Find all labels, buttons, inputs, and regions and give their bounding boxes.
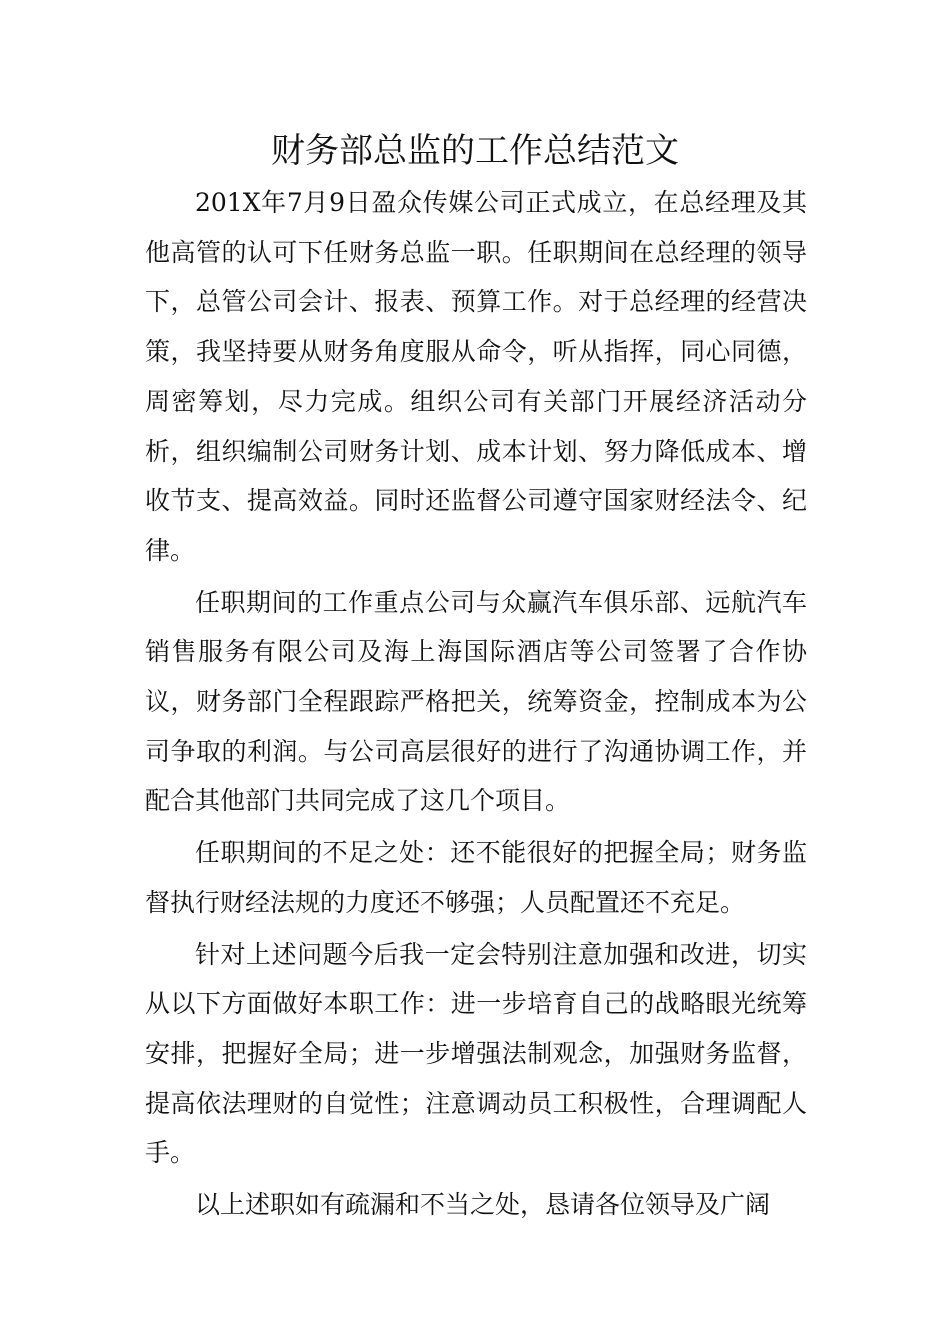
paragraph: 以上述职如有疏漏和不当之处，恳请各位领导及广阔 <box>195 1190 771 1220</box>
paragraph: 任职期间的不足之处：还不能很好的把握全局；财务监督执行财经法规的力度还不够强；人员配置还不充足。 <box>145 838 807 917</box>
document-body <box>145 178 807 1230</box>
paragraph: 任职期间的工作重点公司与众赢汽车俱乐部、远航汽车销售服务有限公司及海上海国际酒店等公司签署了合作协议，财务部门全程跟踪严格把关，统筹资金，控制成本为公司争取的利润。与公司高层很好的进行了沟通协调工作，并配合其他部门共同完成了这几个项目。 <box>145 587 807 816</box>
document-title: 财务部总监的工作总结范文 <box>271 131 679 171</box>
paragraph: 201X年7月9日盈众传媒公司正式成立，在总经理及其他高管的认可下任财务总监一职。任职期间在总经理的领导下，总管公司会计、报表、预算工作。对于总经理的经营决策，我坚持要从财务角度服从命令，听从指挥，同心同德，周密筹划，尽力完成。组织公司有关部门开展经济活动分析，组织编制公司财务计划、成本计划、努力降低成本、增收节支、提高效益。同时还监督公司遵守国家财经法令、纪律。 <box>145 188 807 565</box>
paragraph: 针对上述问题今后我一定会特别注意加强和改进，切实从以下方面做好本职工作：进一步培育自己的战略眼光统筹安排，把握好全局；进一步增强法制观念，加强财务监督，提高依法理财的自觉性；注意调动员工积极性，合理调配人手。 <box>145 939 807 1168</box>
